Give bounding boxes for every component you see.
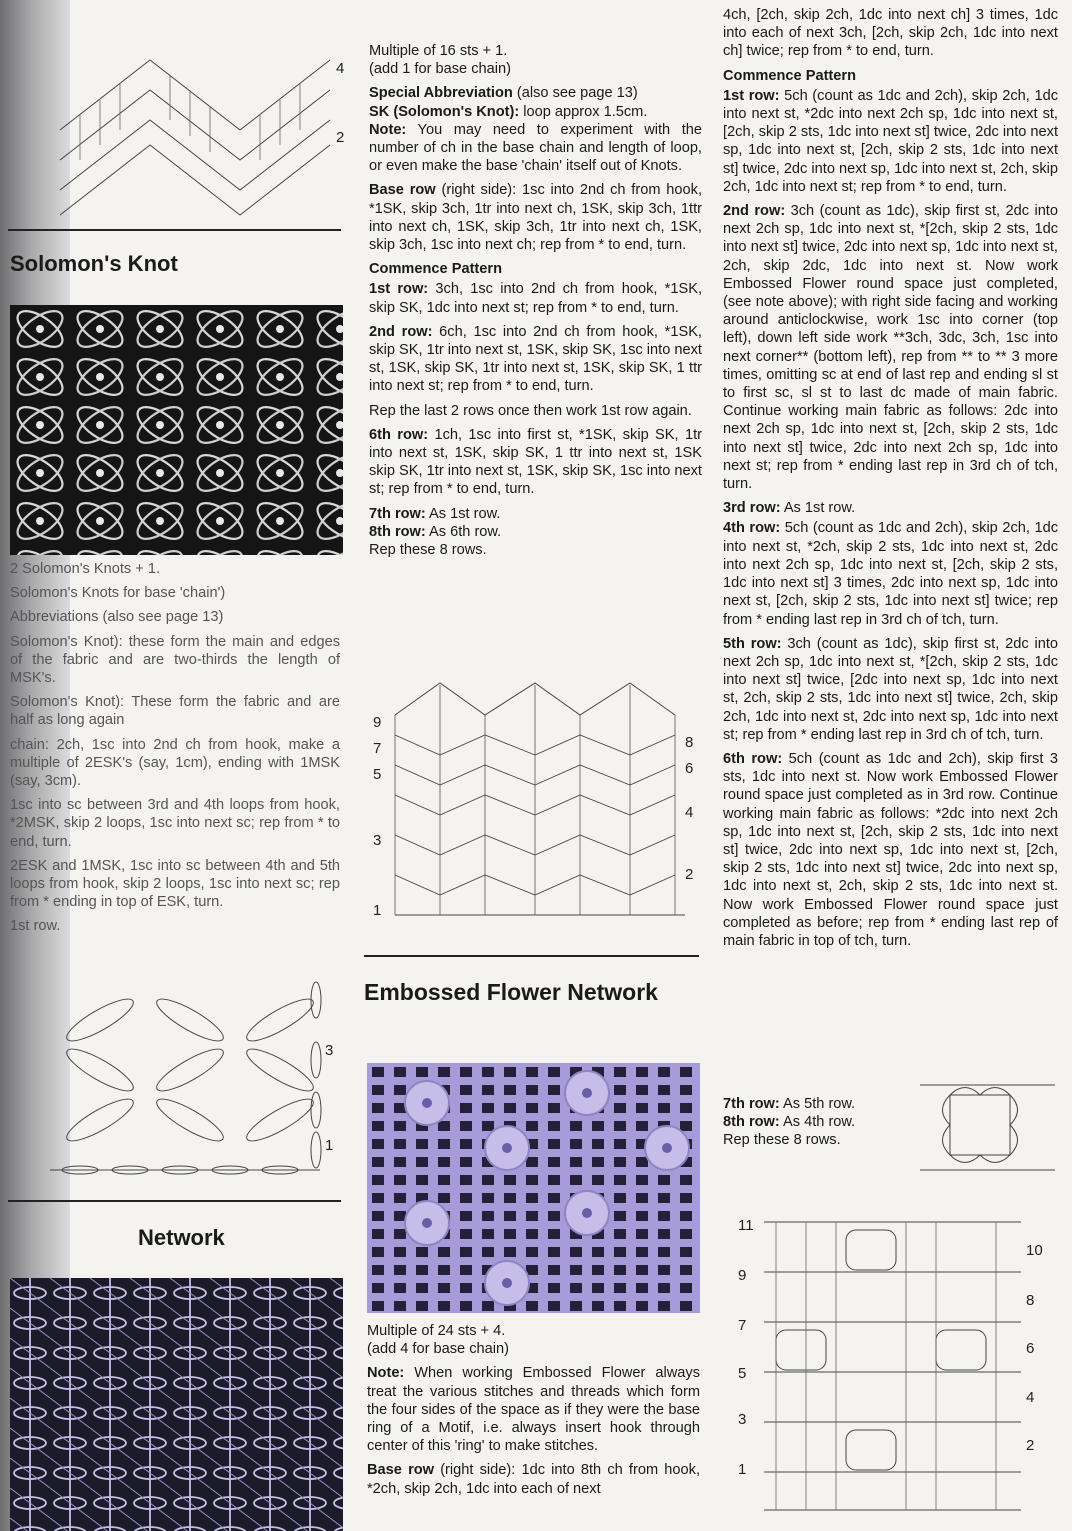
diagram-label-4: 4 [1026, 1389, 1035, 1406]
solomon-knot-photo [10, 305, 343, 555]
embossed-flower-photo [367, 1063, 700, 1313]
diagram-label-3: 3 [738, 1411, 747, 1428]
solomon-knot-heading: Solomon's Knot [10, 251, 178, 276]
diagram-label-2: 2 [1026, 1437, 1035, 1454]
diagram-label-5: 5 [738, 1365, 747, 1382]
diagram-label-8: 8 [1026, 1292, 1035, 1309]
chart-diagram-top-left [40, 20, 350, 230]
diagram-label-2: 2 [336, 129, 345, 146]
diagram-label-4: 4 [685, 804, 694, 821]
chart-diagram-solomon-pattern [365, 675, 705, 930]
network-photo [10, 1278, 343, 1531]
diagram-label-9: 9 [738, 1267, 747, 1284]
flower-motif-diagram [915, 1075, 1060, 1180]
diagram-label-1: 1 [738, 1461, 747, 1478]
chart-diagram-middle-left [40, 960, 345, 1185]
network-heading: Network [138, 1225, 225, 1250]
diagram-label-6: 6 [685, 760, 694, 777]
section-divider [8, 229, 341, 231]
diagram-label-7: 7 [373, 740, 382, 757]
section-divider-2 [8, 1200, 341, 1202]
middle-column-text: Multiple of 16 sts + 1. (add 1 for base chain) Special Abbreviation (also see page 13) SK (Solomon's Knot): loop approx 1.5cm. Note: You may need to experiment with the number of ch in the base chain and length of loop, or even make the base 'chain' itself out of Knots. Base row (right side): 1sc into 2nd ch from hook, *1SK, skip 3ch, 1tr into next ch, 1SK, skip 3ch, 1ttr into next ch, 1SK, skip 3ch, 1tr into next ch, 1SK, skip 3ch, 1sc into next ch; rep from * to end, turn. Commence Pattern 1st row: 3ch, 1sc into 2nd ch from hook, *1SK, skip SK, 1dc into next st; rep from * to end, turn. 2nd row: 6ch, 1sc into 2nd ch from hook, *1SK, skip SK, 1tr into next st, 1SK, skip SK, 1sc into next st, 1SK, skip SK, 1tr into next st, 1SK, skip SK, 1 ttr into next st; rep from * to end, turn. Rep the last 2 rows once then work 1st row again. 6th row: 1ch, 1sc into first st, *1SK, skip SK, 1tr into next st, 1SK, skip SK, 1 ttr into next st, 1SK skip SK, 1tr into next st, 1SK, skip SK, 1sc into next st; rep from * to end, turn. 7th row: As 1st row. 8th row: As 6th row. Rep these 8 rows. [369, 43, 703, 559]
diagram-label-10: 10 [1026, 1242, 1043, 1259]
diagram-label-6: 6 [1026, 1340, 1035, 1357]
diagram-label-1: 1 [325, 1137, 334, 1154]
section-divider-3 [364, 955, 699, 957]
right-column-text: 4ch, [2ch, skip 2ch, 1dc into next ch] 3 times, 1dc into each of next 3ch, [2ch, skip 2ch, 1dc into next ch] twice; rep from * to end, turn. Commence Pattern 1st row: 5ch (count as 1dc and 2ch), skip 2ch, 1dc into next st, *2dc into next 2ch sp, 1dc into next st, [2ch, skip 2 sts, 1dc into next st] twice, 2dc into next sp, 1dc into next st, [2ch, skip 2 sts, 1dc into next st] twice, 2dc into next sp, 1dc into next st, 2ch, skip 2ch, 1dc into next st; rep from * to end, turn. 2nd row: 3ch (count as 1dc), skip first st, 2dc into next 2ch sp, 1dc into next st, *[2ch, skip 2 sts, 1dc into next st] twice, 2dc into next sp, 1dc into next st, 2ch, skip 2dc, 1dc into next st. Now work Embossed Flower round space just completed, (see note above); with right side facing and working around anticlockwise, work 1sc into corner (top left), down left side work **3ch, 3dc, 3ch, 1sc into next corner** (bottom left), rep from ** to ** 3 more times, omitting sc at end of last rep and ending sl st to first sc, sl st to last dc made of main fabric. Continue working main fabric as follows: 2dc into next 2ch sp, 1dc into next st, [2ch, skip 2 sts, 1dc into next st] twice, 2dc into next 2ch sp, 1dc into next st; rep from * ending last rep in 3rd ch of tch, turn. 3rd row: As 1st row. 4th row: 5ch (count as 1dc and 2ch), skip 2ch, 1dc into next st, *2ch, skip 2 sts, 1dc into next st, 2dc into next 2ch sp, 1dc into next st, [2ch, skip 2 sts, 1dc into next st] 3 times, 2dc into next sp, 1dc into next st, [2ch, skip 2 sts, 1dc into next st] twice; rep from * ending last rep in 3rd ch of tch, turn. 5th row: 3ch (count as 1dc), skip first st, 2dc into next 2ch sp, 1dc into next st, *[2ch, skip 2 sts, 1dc into next st] twice, [2dc into next sp, 1dc into next st, 2ch, skip 2 sts, 1dc into next st] twice, 2ch, skip 2ch, 1dc into next st, 2dc into next sp, 1dc into next st; rep from * ending last rep in 3rd ch of tch, turn. 6th row: 5ch (count as 1dc and 2ch), skip first 3 sts, 1dc into next st. Now work Embossed Flower round space just completed as in 3rd row. Continue working main fabric as follows: *2dc into next 2ch sp, 1dc into next st, [2ch, skip 2 sts, 1dc into next st] twice, 2dc into next sp, 1dc into next st, [2ch, skip 2 sts, 1dc into next st] twice, 2dc into next sp, 1dc into next st, 2ch, skip 2 sts, 1dc into next st. Now work Embossed Flower round space just completed as before; rep from * ending last rep of main fabric in top of tch, turn. [723, 7, 1059, 949]
embossed-flower-heading: Embossed Flower Network [364, 979, 658, 1005]
diagram-label-1: 1 [373, 902, 382, 919]
diagram-label-8: 8 [685, 734, 694, 751]
right-column-tail: 7th row: As 5th row. 8th row: As 4th row. Rep these 8 rows. [723, 1096, 856, 1149]
diagram-label-9: 9 [373, 714, 382, 731]
diagram-label-5: 5 [373, 766, 382, 783]
diagram-label-7: 7 [738, 1317, 747, 1334]
diagram-label-3: 3 [325, 1042, 334, 1059]
diagram-label-4: 4 [336, 60, 345, 77]
diagram-label-11: 11 [738, 1217, 754, 1234]
diagram-label-3: 3 [373, 832, 382, 849]
solomon-knot-text: 2 Solomon's Knots + 1. Solomon's Knots for base 'chain') Abbreviations (also see page 13) Solomon's Knot): these form the main and edges of the fabric and are two-thirds the length of MSK's. Solomon's Knot): These form the fabric and are half as long again chain: 2ch, 1sc into 2nd ch from hook, make a multiple of 2ESK's (say, 1cm), ending with 1MSK (say, 3cm). 1sc into sc between 3rd and 4th loops from hook, *2MSK, skip 2 loops, 1sc into next sc; rep from * to end, turn. 2ESK and 1MSK, 1sc into sc between 4th and 5th loops from hook, skip 2 loops, 1sc into next sc; rep from * ending in top of ESK, turn. 1st row. [10, 561, 340, 935]
embossed-flower-text: Multiple of 24 sts + 4. (add 4 for base chain) Note: When working Embossed Flower always treat the various stitches and threads which form the four sides of the space as if they were the base ring of a Motif, i.e. always insert hook through center of this 'ring' to make stitches. Base row (right side): 1dc into 8th ch from hook, *2ch, skip 2ch, 1dc into each of next [367, 1323, 700, 1497]
chart-diagram-embossed-flower [736, 1210, 1066, 1530]
diagram-label-2: 2 [685, 866, 694, 883]
